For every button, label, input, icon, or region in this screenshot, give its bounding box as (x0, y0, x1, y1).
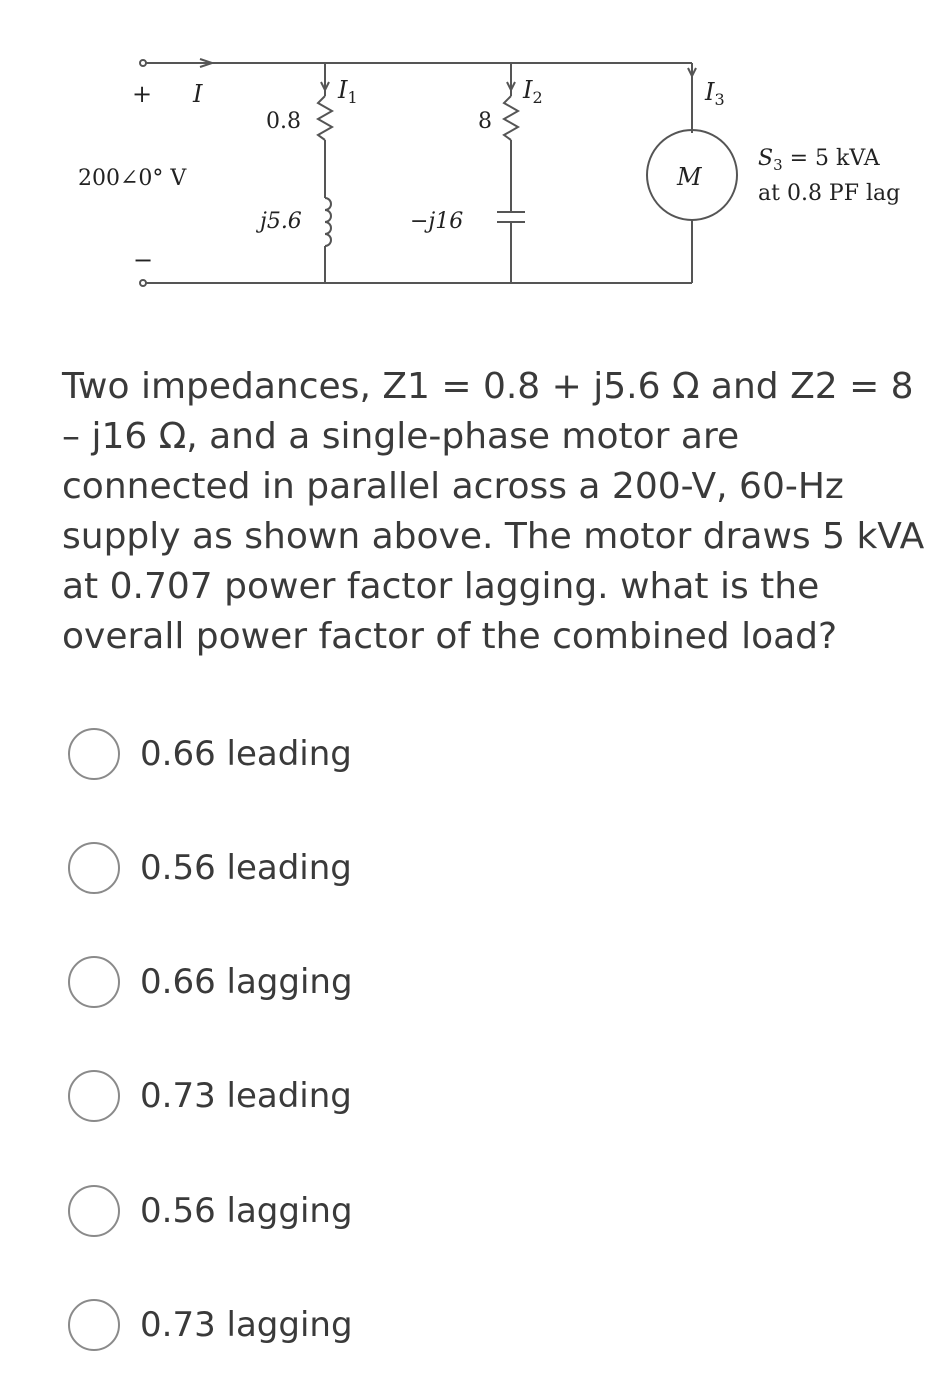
terminal-minus: − (133, 246, 154, 274)
question-line: connected in parallel across a 200-V, 60-Hz (62, 466, 844, 507)
answer-option-2[interactable] (68, 840, 352, 896)
answer-option-label: 0.66 leading (140, 734, 352, 774)
terminal-top (140, 60, 146, 66)
question-line: – j16 Ω, and a single-phase motor are (62, 416, 740, 457)
current-I-label: I (193, 80, 203, 108)
motor-label: M (677, 163, 702, 191)
branch2-current: $I_2$ (523, 76, 543, 107)
source-voltage-label: 200∠0° V (78, 166, 187, 191)
motor-power-factor: at 0.8 PF lag (758, 181, 901, 206)
answer-option-6[interactable] (68, 1297, 353, 1353)
branch2-resistance: 8 (478, 109, 492, 134)
question-line: Two impedances, Z1 = 0.8 + j5.6 Ω and Z2 = 8 (62, 366, 914, 407)
answer-option-3[interactable] (68, 954, 353, 1010)
question-line: at 0.707 power factor lagging. what is the (62, 566, 820, 607)
radio-button[interactable] (68, 956, 120, 1008)
radio-button[interactable] (68, 1299, 120, 1351)
answer-option-4[interactable] (68, 1068, 352, 1124)
branch2-reactance: −j16 (410, 209, 464, 234)
answer-option-5[interactable] (68, 1183, 353, 1239)
branch3-current: $I_3$ (705, 78, 725, 109)
branch1-resistance: 0.8 (266, 109, 301, 134)
answer-option-label: 0.56 lagging (140, 1191, 353, 1231)
branch-1 (318, 63, 332, 283)
branch1-current: $I_1$ (338, 76, 358, 107)
answer-option-1[interactable] (68, 726, 352, 782)
answer-option-label: 0.56 leading (140, 848, 352, 888)
motor-apparent-power: $S_3 = 5$ kVA (758, 146, 880, 174)
radio-button[interactable] (68, 1185, 120, 1237)
branch-2 (497, 63, 525, 283)
branch1-reactance: j5.6 (260, 209, 302, 234)
circuit-diagram (0, 0, 938, 310)
question-text (62, 362, 938, 662)
answer-option-label: 0.66 lagging (140, 962, 353, 1002)
terminal-plus: + (132, 80, 153, 108)
answer-option-label: 0.73 leading (140, 1076, 352, 1116)
terminal-bottom (140, 280, 146, 286)
radio-button[interactable] (68, 728, 120, 780)
question-line: overall power factor of the combined load? (62, 616, 838, 657)
answer-option-label: 0.73 lagging (140, 1305, 353, 1345)
radio-button[interactable] (68, 842, 120, 894)
radio-button[interactable] (68, 1070, 120, 1122)
question-line: supply as shown above. The motor draws 5 kVA (62, 516, 925, 557)
